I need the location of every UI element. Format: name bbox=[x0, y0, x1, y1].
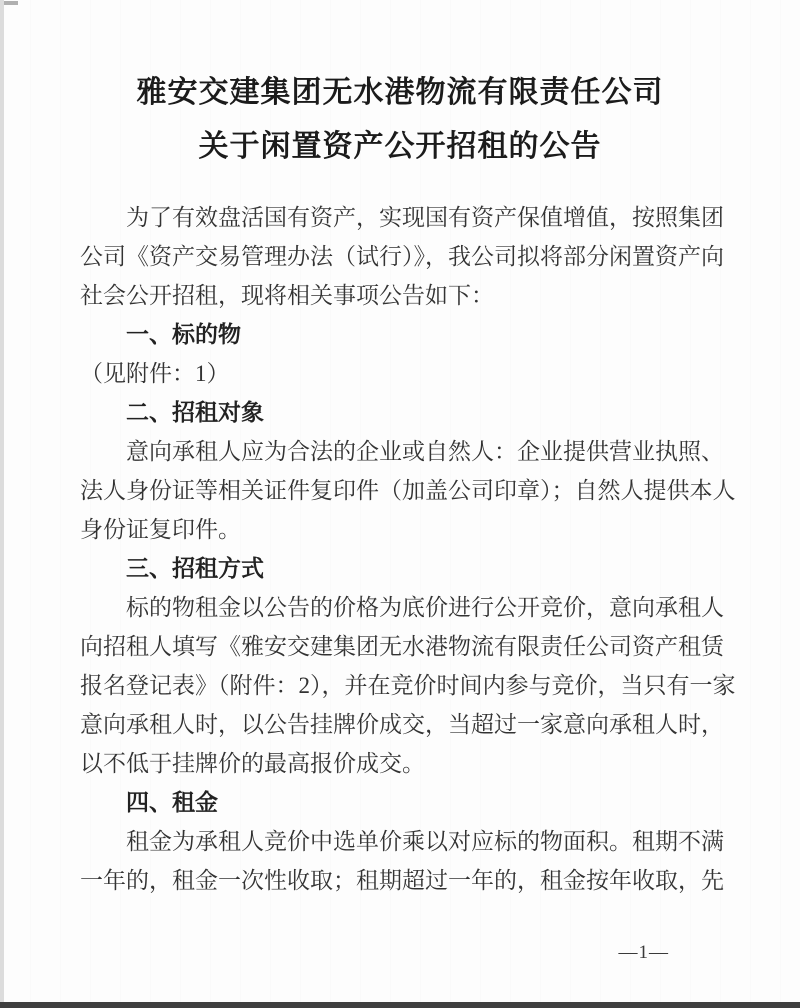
text-line: 意向承租人应为合法的企业或自然人：企业提供营业执照、 bbox=[126, 439, 724, 464]
text-line: 以不低于挂牌价的最高报价成交。 bbox=[80, 751, 425, 776]
text-line: 一年的，租金一次性收取；租期超过一年的，租金按年收取，先 bbox=[80, 868, 724, 893]
scan-edge-left bbox=[0, 0, 4, 1008]
document-body bbox=[80, 174, 736, 900]
scan-artifact-mark bbox=[2, 1, 18, 5]
text-line: 向招租人填写《雅安交建集团无水港物流有限责任公司资产租赁 bbox=[80, 634, 724, 659]
document-title-line1: 雅安交建集团无水港物流有限责任公司 bbox=[136, 76, 664, 109]
text-line: 报名登记表》（附件：2），并在竞价时间内参与竞价，当只有一家 bbox=[80, 673, 736, 698]
section-heading: 四、租金 bbox=[126, 789, 218, 815]
page-number: —1— bbox=[618, 942, 669, 963]
section-heading: 三、招租方式 bbox=[126, 555, 264, 581]
scan-edge-bottom bbox=[0, 1002, 800, 1008]
text-line: 租金为承租人竞价中选单价乘以对应标的物面积。租期不满 bbox=[126, 829, 724, 854]
document-title-block bbox=[0, 0, 800, 174]
text-line: 为了有效盘活国有资产，实现国有资产保值增值，按照集团 bbox=[126, 205, 724, 230]
section-heading: 二、招租对象 bbox=[126, 399, 264, 425]
document-title-line2: 关于闲置资产公开招租的公告 bbox=[198, 130, 602, 163]
text-line: 法人身份证等相关证件复印件（加盖公司印章）；自然人提供本人 bbox=[80, 478, 736, 503]
text-line: 意向承租人时，以公告挂牌价成交，当超过一家意向承租人时， bbox=[80, 712, 724, 737]
text-line: （见附件：1） bbox=[80, 361, 230, 386]
text-line: 社会公开招租，现将相关事项公告如下： bbox=[80, 283, 494, 308]
section-heading: 一、标的物 bbox=[126, 321, 241, 347]
text-line: 标的物租金以公告的价格为底价进行公开竞价，意向承租人 bbox=[126, 595, 724, 620]
text-line: 公司《资产交易管理办法（试行）》，我公司拟将部分闲置资产向 bbox=[80, 244, 724, 269]
text-line: 身份证复印件。 bbox=[80, 517, 241, 542]
